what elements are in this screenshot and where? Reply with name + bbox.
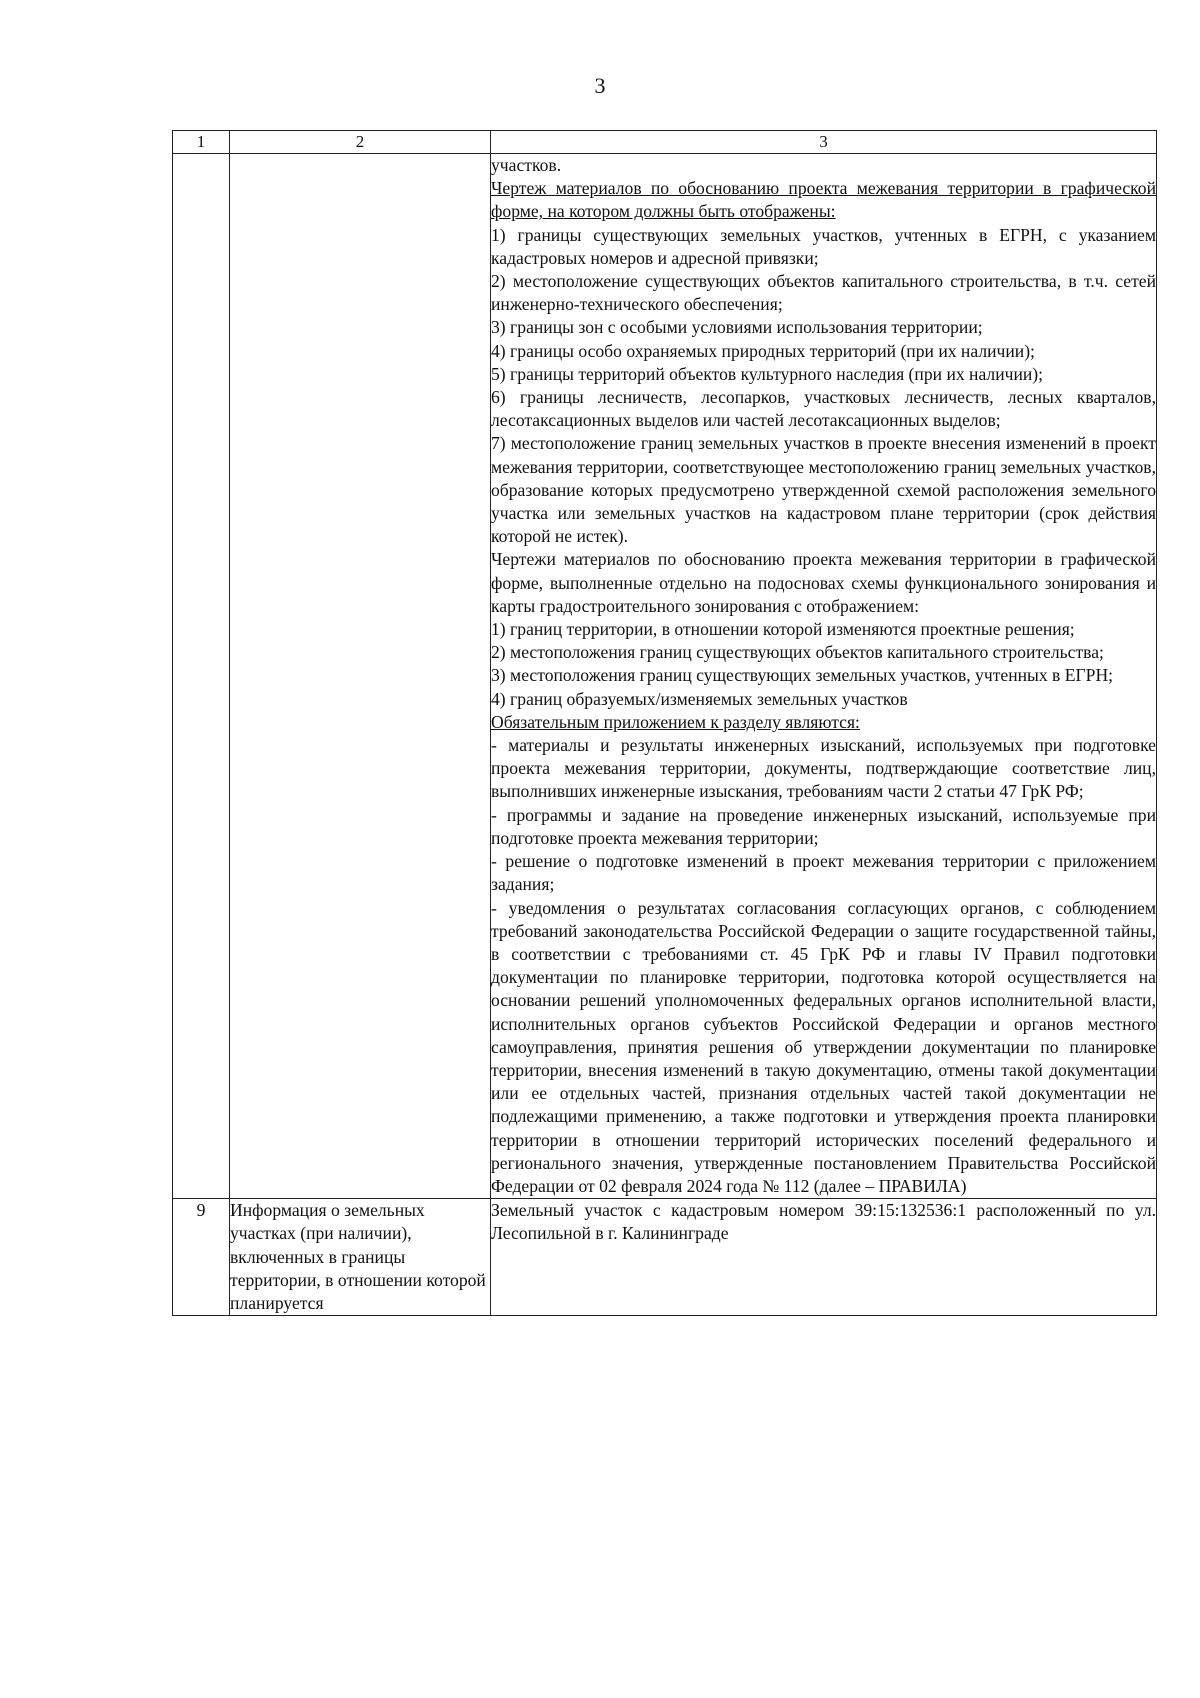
content-paragraph: 3) местоположения границ существующих земельных участков, учтенных в ЕГРН;: [491, 665, 1114, 686]
content-paragraph: 1) границ территории, в отношении которой изменяются проектные решения;: [491, 619, 1075, 640]
content-paragraph: - решение о подготовке изменений в проект межевания территории с приложением задания;: [491, 851, 1156, 895]
content-paragraph: - программы и задание на проведение инженерных изысканий, используемые при подготовке проекта межевания территории;: [491, 804, 1156, 848]
page-number: 3: [594, 73, 606, 98]
content-paragraph: Чертеж материалов по обоснованию проекта межевания территории в графической форме, на котором должны быть отображены:: [491, 178, 1156, 222]
content-paragraph: 3) границы зон с особыми условиями использования территории;: [491, 317, 983, 338]
content-paragraph: 2) местоположение существующих объектов капитального строительства, в т.ч. сетей инженерно-технического обеспечения;: [491, 271, 1156, 315]
header-cell-1: 1: [173, 131, 230, 154]
row-content-cell: [491, 154, 1157, 1199]
content-paragraph: 1) границы существующих земельных участков, учтенных в ЕГРН, с указанием кадастровых номеров и адресной привязки;: [491, 224, 1156, 268]
content-paragraph: Чертежи материалов по обоснованию проекта межевания территории в графической форме, выполненные отдельно на подосновах схемы функционального зонирования и карты градостроительного зонирования с отображением:: [491, 549, 1156, 616]
row-number-cell: [173, 154, 230, 1199]
row-content-cell: [491, 1199, 1157, 1316]
content-paragraph: 4) границы особо охраняемых природных территорий (при их наличии);: [491, 340, 1035, 361]
content-paragraph: Обязательным приложением к разделу являются:: [491, 711, 860, 732]
table-header-row: [173, 131, 1157, 154]
requirements-table: [172, 130, 1157, 1316]
content-paragraph: - материалы и результаты инженерных изысканий, используемых при подготовке проекта межевания территории, документы, подтверждающие соответствие лиц, выполнивших инженерные изыскания, требованиям части 2 статьи 47 ГрК РФ;: [491, 735, 1156, 802]
table-row-continued: [173, 154, 1157, 1199]
content-paragraph: 6) границы лесничеств, лесопарков, участковых лесничеств, лесных кварталов, лесотаксационных выделов или частей лесотаксационных выделов;: [491, 387, 1156, 431]
header-cell-3: 3: [491, 131, 1157, 154]
row-name-cell: Информация о земельных участках (при наличии), включенных в границы территории, в отношении которой планируется: [230, 1199, 491, 1316]
row-name-cell: [230, 154, 491, 1199]
content-paragraph: 2) местоположения границ существующих объектов капитального строительства;: [491, 642, 1104, 663]
content-paragraph: участков.: [491, 155, 562, 175]
content-paragraph: - уведомления о результатах согласования согласующих органов, с соблюдением требований законодательства Российской Федерации о защите государственной тайны, в соответствии с требованиями ст. 45 ГрК РФ и главы IV Правил подготовки документации по планировке территории, подготовка которой осуществляется на основании решений уполномоченных федеральных органов исполнительной власти, исполнительных органов субъектов Российской Федерации и органов местного самоуправления, принятия решения об утверждении документации по планировке территории, внесения изменений в такую документацию, отмены такой документации или ее отдельных частей, признания отдельных частей такой документации не подлежащими применению, а также подготовки и утверждения проекта планировки территории в отношении территорий исторических поселений федерального и регионального значения, утвержденные постановлением Правительства Российской Федерации от 02 февраля 2024 года № 112 (далее – ПРАВИЛА): [491, 897, 1156, 1196]
header-cell-2: 2: [230, 131, 491, 154]
content-paragraph: Земельный участок с кадастровым номером 39:15:132536:1 расположенный по ул. Лесопильной в г. Калининграде: [491, 1200, 1156, 1244]
content-paragraph: 7) местоположение границ земельных участков в проекте внесения изменений в проект межевания территории, соответствующее местоположению границ земельных участков, образование которых предусмотрено утвержденной схемой расположения земельного участка или земельных участков на кадастровом плане территории (срок действия которой не истек).: [491, 433, 1156, 547]
table-row-9: [173, 1199, 1157, 1316]
row-number-cell: 9: [173, 1199, 230, 1316]
content-paragraph: 5) границы территорий объектов культурного наследия (при их наличии);: [491, 363, 1044, 384]
content-paragraph: 4) границ образуемых/изменяемых земельных участков: [491, 688, 908, 709]
